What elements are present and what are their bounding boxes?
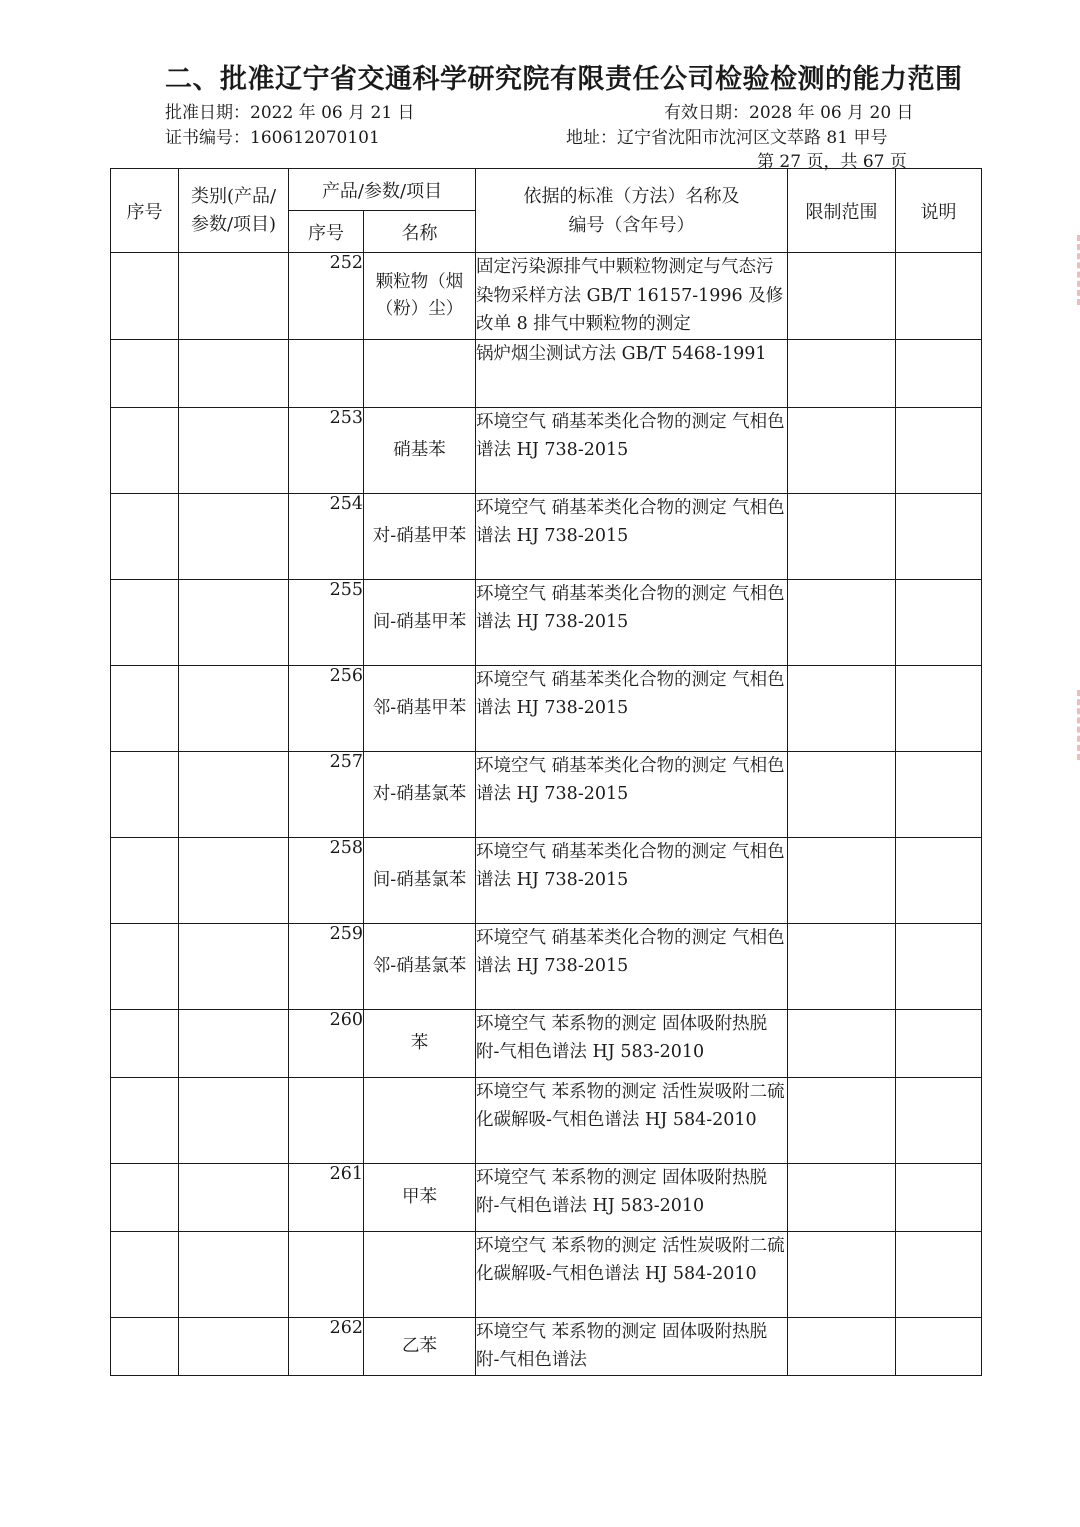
table-row bbox=[111, 1231, 982, 1317]
standard-method: 环境空气 硝基苯类化合物的测定 气相色谱法 HJ 738-2015 bbox=[476, 923, 788, 1009]
note-cell bbox=[896, 1077, 982, 1163]
standard-method: 环境空气 硝基苯类化合物的测定 气相色谱法 HJ 738-2015 bbox=[476, 751, 788, 837]
standard-method: 环境空气 硝基苯类化合物的测定 气相色谱法 HJ 738-2015 bbox=[476, 407, 788, 493]
page-info: 第 27 页，共 67 页 bbox=[757, 152, 907, 172]
page-title: 二、批准辽宁省交通科学研究院有限责任公司检验检测的能力范围 bbox=[165, 64, 963, 95]
table-row bbox=[111, 579, 982, 665]
standard-method: 环境空气 苯系物的测定 固体吸附热脱附-气相色谱法 HJ 583-2010 bbox=[476, 1009, 788, 1077]
table-row bbox=[111, 339, 982, 407]
standard-method: 环境空气 苯系物的测定 固体吸附热脱附-气相色谱法 bbox=[476, 1317, 788, 1375]
category-cell bbox=[179, 1009, 289, 1077]
category-cell bbox=[179, 493, 289, 579]
standard-method: 固定污染源排气中颗粒物测定与气态污染物采样方法 GB/T 16157-1996 及修改单 8 排气中颗粒物的测定 bbox=[476, 253, 788, 340]
table-row bbox=[111, 1009, 982, 1077]
item-number: 252 bbox=[289, 253, 364, 340]
table-row bbox=[111, 493, 982, 579]
header-note: 说明 bbox=[896, 169, 982, 253]
item-number: 260 bbox=[289, 1009, 364, 1077]
item-name: 甲苯 bbox=[364, 1163, 476, 1231]
seq-cell bbox=[111, 837, 179, 923]
seq-cell bbox=[111, 407, 179, 493]
item-number: 257 bbox=[289, 751, 364, 837]
standard-method: 环境空气 苯系物的测定 活性炭吸附二硫化碳解吸-气相色谱法 HJ 584-2010 bbox=[476, 1077, 788, 1163]
seq-cell bbox=[111, 493, 179, 579]
header-sub-name: 名称 bbox=[364, 211, 476, 253]
limit-cell bbox=[788, 339, 896, 407]
seq-cell bbox=[111, 751, 179, 837]
item-number bbox=[289, 339, 364, 407]
category-cell bbox=[179, 1317, 289, 1375]
table-row bbox=[111, 923, 982, 1009]
header-sub-seq: 序号 bbox=[289, 211, 364, 253]
note-cell bbox=[896, 1163, 982, 1231]
limit-cell bbox=[788, 1163, 896, 1231]
capability-table bbox=[110, 168, 982, 1376]
table-row bbox=[111, 1163, 982, 1231]
item-name: 乙苯 bbox=[364, 1317, 476, 1375]
note-cell bbox=[896, 665, 982, 751]
seq-cell bbox=[111, 1077, 179, 1163]
limit-cell bbox=[788, 1077, 896, 1163]
limit-cell bbox=[788, 837, 896, 923]
limit-cell bbox=[788, 407, 896, 493]
category-cell bbox=[179, 339, 289, 407]
note-cell bbox=[896, 923, 982, 1009]
certificate-number: 证书编号：160612070101 bbox=[165, 128, 380, 148]
seq-cell bbox=[111, 1009, 179, 1077]
item-number: 262 bbox=[289, 1317, 364, 1375]
standard-method: 环境空气 苯系物的测定 活性炭吸附二硫化碳解吸-气相色谱法 HJ 584-2010 bbox=[476, 1231, 788, 1317]
item-name bbox=[364, 1231, 476, 1317]
item-name: 硝基苯 bbox=[364, 407, 476, 493]
category-cell bbox=[179, 1163, 289, 1231]
item-number: 256 bbox=[289, 665, 364, 751]
item-name bbox=[364, 339, 476, 407]
seq-cell bbox=[111, 1163, 179, 1231]
header-standard: 依据的标准（方法）名称及编号（含年号） bbox=[476, 169, 788, 253]
item-number: 254 bbox=[289, 493, 364, 579]
item-name: 间-硝基氯苯 bbox=[364, 837, 476, 923]
table-row bbox=[111, 665, 982, 751]
seq-cell bbox=[111, 923, 179, 1009]
note-cell bbox=[896, 751, 982, 837]
item-number: 261 bbox=[289, 1163, 364, 1231]
approval-date: 批准日期：2022 年 06 月 21 日 bbox=[165, 103, 415, 123]
category-cell bbox=[179, 837, 289, 923]
address: 地址：辽宁省沈阳市沈河区文萃路 81 甲号 bbox=[566, 128, 888, 148]
note-cell bbox=[896, 837, 982, 923]
item-name: 对-硝基氯苯 bbox=[364, 751, 476, 837]
header-product-param: 产品/参数/项目 bbox=[289, 169, 476, 211]
table-row bbox=[111, 407, 982, 493]
item-number: 258 bbox=[289, 837, 364, 923]
item-name: 间-硝基甲苯 bbox=[364, 579, 476, 665]
limit-cell bbox=[788, 1317, 896, 1375]
seq-cell bbox=[111, 665, 179, 751]
limit-cell bbox=[788, 493, 896, 579]
item-name: 苯 bbox=[364, 1009, 476, 1077]
note-cell bbox=[896, 579, 982, 665]
limit-cell bbox=[788, 1009, 896, 1077]
header-category: 类别(产品/参数/项目) bbox=[179, 169, 289, 253]
category-cell bbox=[179, 253, 289, 340]
standard-method: 环境空气 硝基苯类化合物的测定 气相色谱法 HJ 738-2015 bbox=[476, 493, 788, 579]
table-row bbox=[111, 1317, 982, 1375]
seq-cell bbox=[111, 1231, 179, 1317]
table-row bbox=[111, 1077, 982, 1163]
item-number: 255 bbox=[289, 579, 364, 665]
item-number bbox=[289, 1231, 364, 1317]
item-number: 259 bbox=[289, 923, 364, 1009]
item-name bbox=[364, 1077, 476, 1163]
item-name: 邻-硝基氯苯 bbox=[364, 923, 476, 1009]
item-name: 对-硝基甲苯 bbox=[364, 493, 476, 579]
note-cell bbox=[896, 493, 982, 579]
stamp-edge-mark bbox=[1067, 690, 1080, 760]
header-seq: 序号 bbox=[111, 169, 179, 253]
category-cell bbox=[179, 751, 289, 837]
limit-cell bbox=[788, 579, 896, 665]
stamp-edge-mark bbox=[1067, 235, 1080, 305]
category-cell bbox=[179, 1231, 289, 1317]
seq-cell bbox=[111, 1317, 179, 1375]
table-row bbox=[111, 837, 982, 923]
limit-cell bbox=[788, 923, 896, 1009]
item-number: 253 bbox=[289, 407, 364, 493]
category-cell bbox=[179, 665, 289, 751]
table-row bbox=[111, 751, 982, 837]
seq-cell bbox=[111, 579, 179, 665]
standard-method: 锅炉烟尘测试方法 GB/T 5468-1991 bbox=[476, 339, 788, 407]
note-cell bbox=[896, 1317, 982, 1375]
header-limit: 限制范围 bbox=[788, 169, 896, 253]
item-number bbox=[289, 1077, 364, 1163]
standard-method: 环境空气 硝基苯类化合物的测定 气相色谱法 HJ 738-2015 bbox=[476, 579, 788, 665]
standard-method: 环境空气 硝基苯类化合物的测定 气相色谱法 HJ 738-2015 bbox=[476, 665, 788, 751]
note-cell bbox=[896, 1009, 982, 1077]
category-cell bbox=[179, 1077, 289, 1163]
standard-method: 环境空气 苯系物的测定 固体吸附热脱附-气相色谱法 HJ 583-2010 bbox=[476, 1163, 788, 1231]
standard-method: 环境空气 硝基苯类化合物的测定 气相色谱法 HJ 738-2015 bbox=[476, 837, 788, 923]
limit-cell bbox=[788, 751, 896, 837]
note-cell bbox=[896, 253, 982, 340]
item-name: 邻-硝基甲苯 bbox=[364, 665, 476, 751]
limit-cell bbox=[788, 1231, 896, 1317]
limit-cell bbox=[788, 665, 896, 751]
item-name: 颗粒物（烟（粉）尘） bbox=[364, 253, 476, 340]
note-cell bbox=[896, 407, 982, 493]
valid-date: 有效日期：2028 年 06 月 20 日 bbox=[664, 103, 914, 123]
seq-cell bbox=[111, 253, 179, 340]
note-cell bbox=[896, 339, 982, 407]
category-cell bbox=[179, 923, 289, 1009]
category-cell bbox=[179, 407, 289, 493]
limit-cell bbox=[788, 253, 896, 340]
seq-cell bbox=[111, 339, 179, 407]
table-row bbox=[111, 253, 982, 340]
category-cell bbox=[179, 579, 289, 665]
note-cell bbox=[896, 1231, 982, 1317]
